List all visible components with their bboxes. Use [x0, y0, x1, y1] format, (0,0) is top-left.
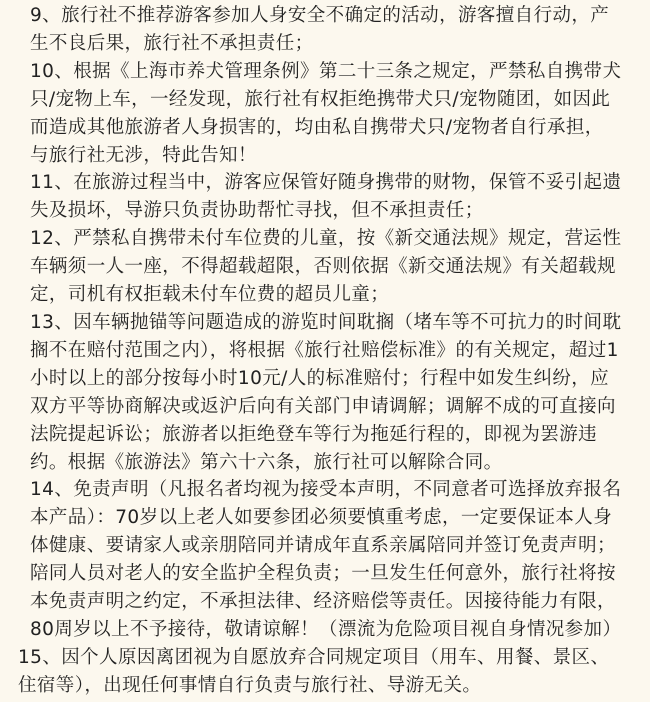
term-item-11: 11、在旅游过程当中，游客应保管好随身携带的财物，保管不妥引起遗失及损坏，导游只负责协助帮忙寻找，但不承担责任；	[30, 172, 622, 222]
term-item-14: 14、免责声明（凡报名者均视为接受本声明，不同意者可选择放弃报名本产品）：70岁以上老人如要参团必须要慎重考虑，一定要保证本人身体健康、要请家人或亲朋陪同并请成年直系亲属陪同并签订免责声明；陪同人员对老人的安全监护全程负责；一旦发生任何意外，旅行社将按本免责声明之约定，不承担法律、经济赔偿等责任。因接待能力有限，80周岁以上不予接待，敬请谅解！（漂流为危险项目视自身情况参加）	[30, 479, 622, 640]
term-item-12: 12、严禁私自携带未付车位费的儿童，按《新交通法规》规定，营运性车辆须一人一座，不得超载超限，否则依据《新交通法规》有关超载规定，司机有权拒载未付车位费的超员儿童；	[30, 228, 622, 306]
term-item-15: 15、因个人原因离团视为自愿放弃合同规定项目（用车、用餐、景区、住宿等），出现任何事情自行负责与旅行社、导游无关。	[18, 646, 610, 696]
term-item-10: 10、根据《上海市养犬管理条例》第二十三条之规定，严禁私自携带犬只/宠物上车，一经发现，旅行社有权拒绝携带犬只/宠物随团，如因此而造成其他旅游者人身损害的，均由私自携带犬只/宠物者自行承担，与旅行社无涉，特此告知！	[30, 60, 622, 166]
terms-list	[14, 2, 636, 700]
term-item-13: 13、因车辆抛锚等问题造成的游览时间耽搁（堵车等不可抗力的时间耽搁不在赔付范围之内），将根据《旅行社赔偿标准》的有关规定，超过1小时以上的部分按每小时10元/人的标准赔付；行程中如发生纠纷，应双方平等协商解决或返沪后向有关部门申请调解；调解不成的可直接向法院提起诉讼；旅游者以拒绝登车等行为拖延行程的，即视为罢游违约。根据《旅游法》第六十六条，旅行社可以解除合同。	[30, 311, 622, 473]
term-item-9: 9、旅行社不推荐游客参加人身安全不确定的活动，游客擅自行动，产生不良后果，旅行社不承担责任；	[30, 5, 610, 54]
